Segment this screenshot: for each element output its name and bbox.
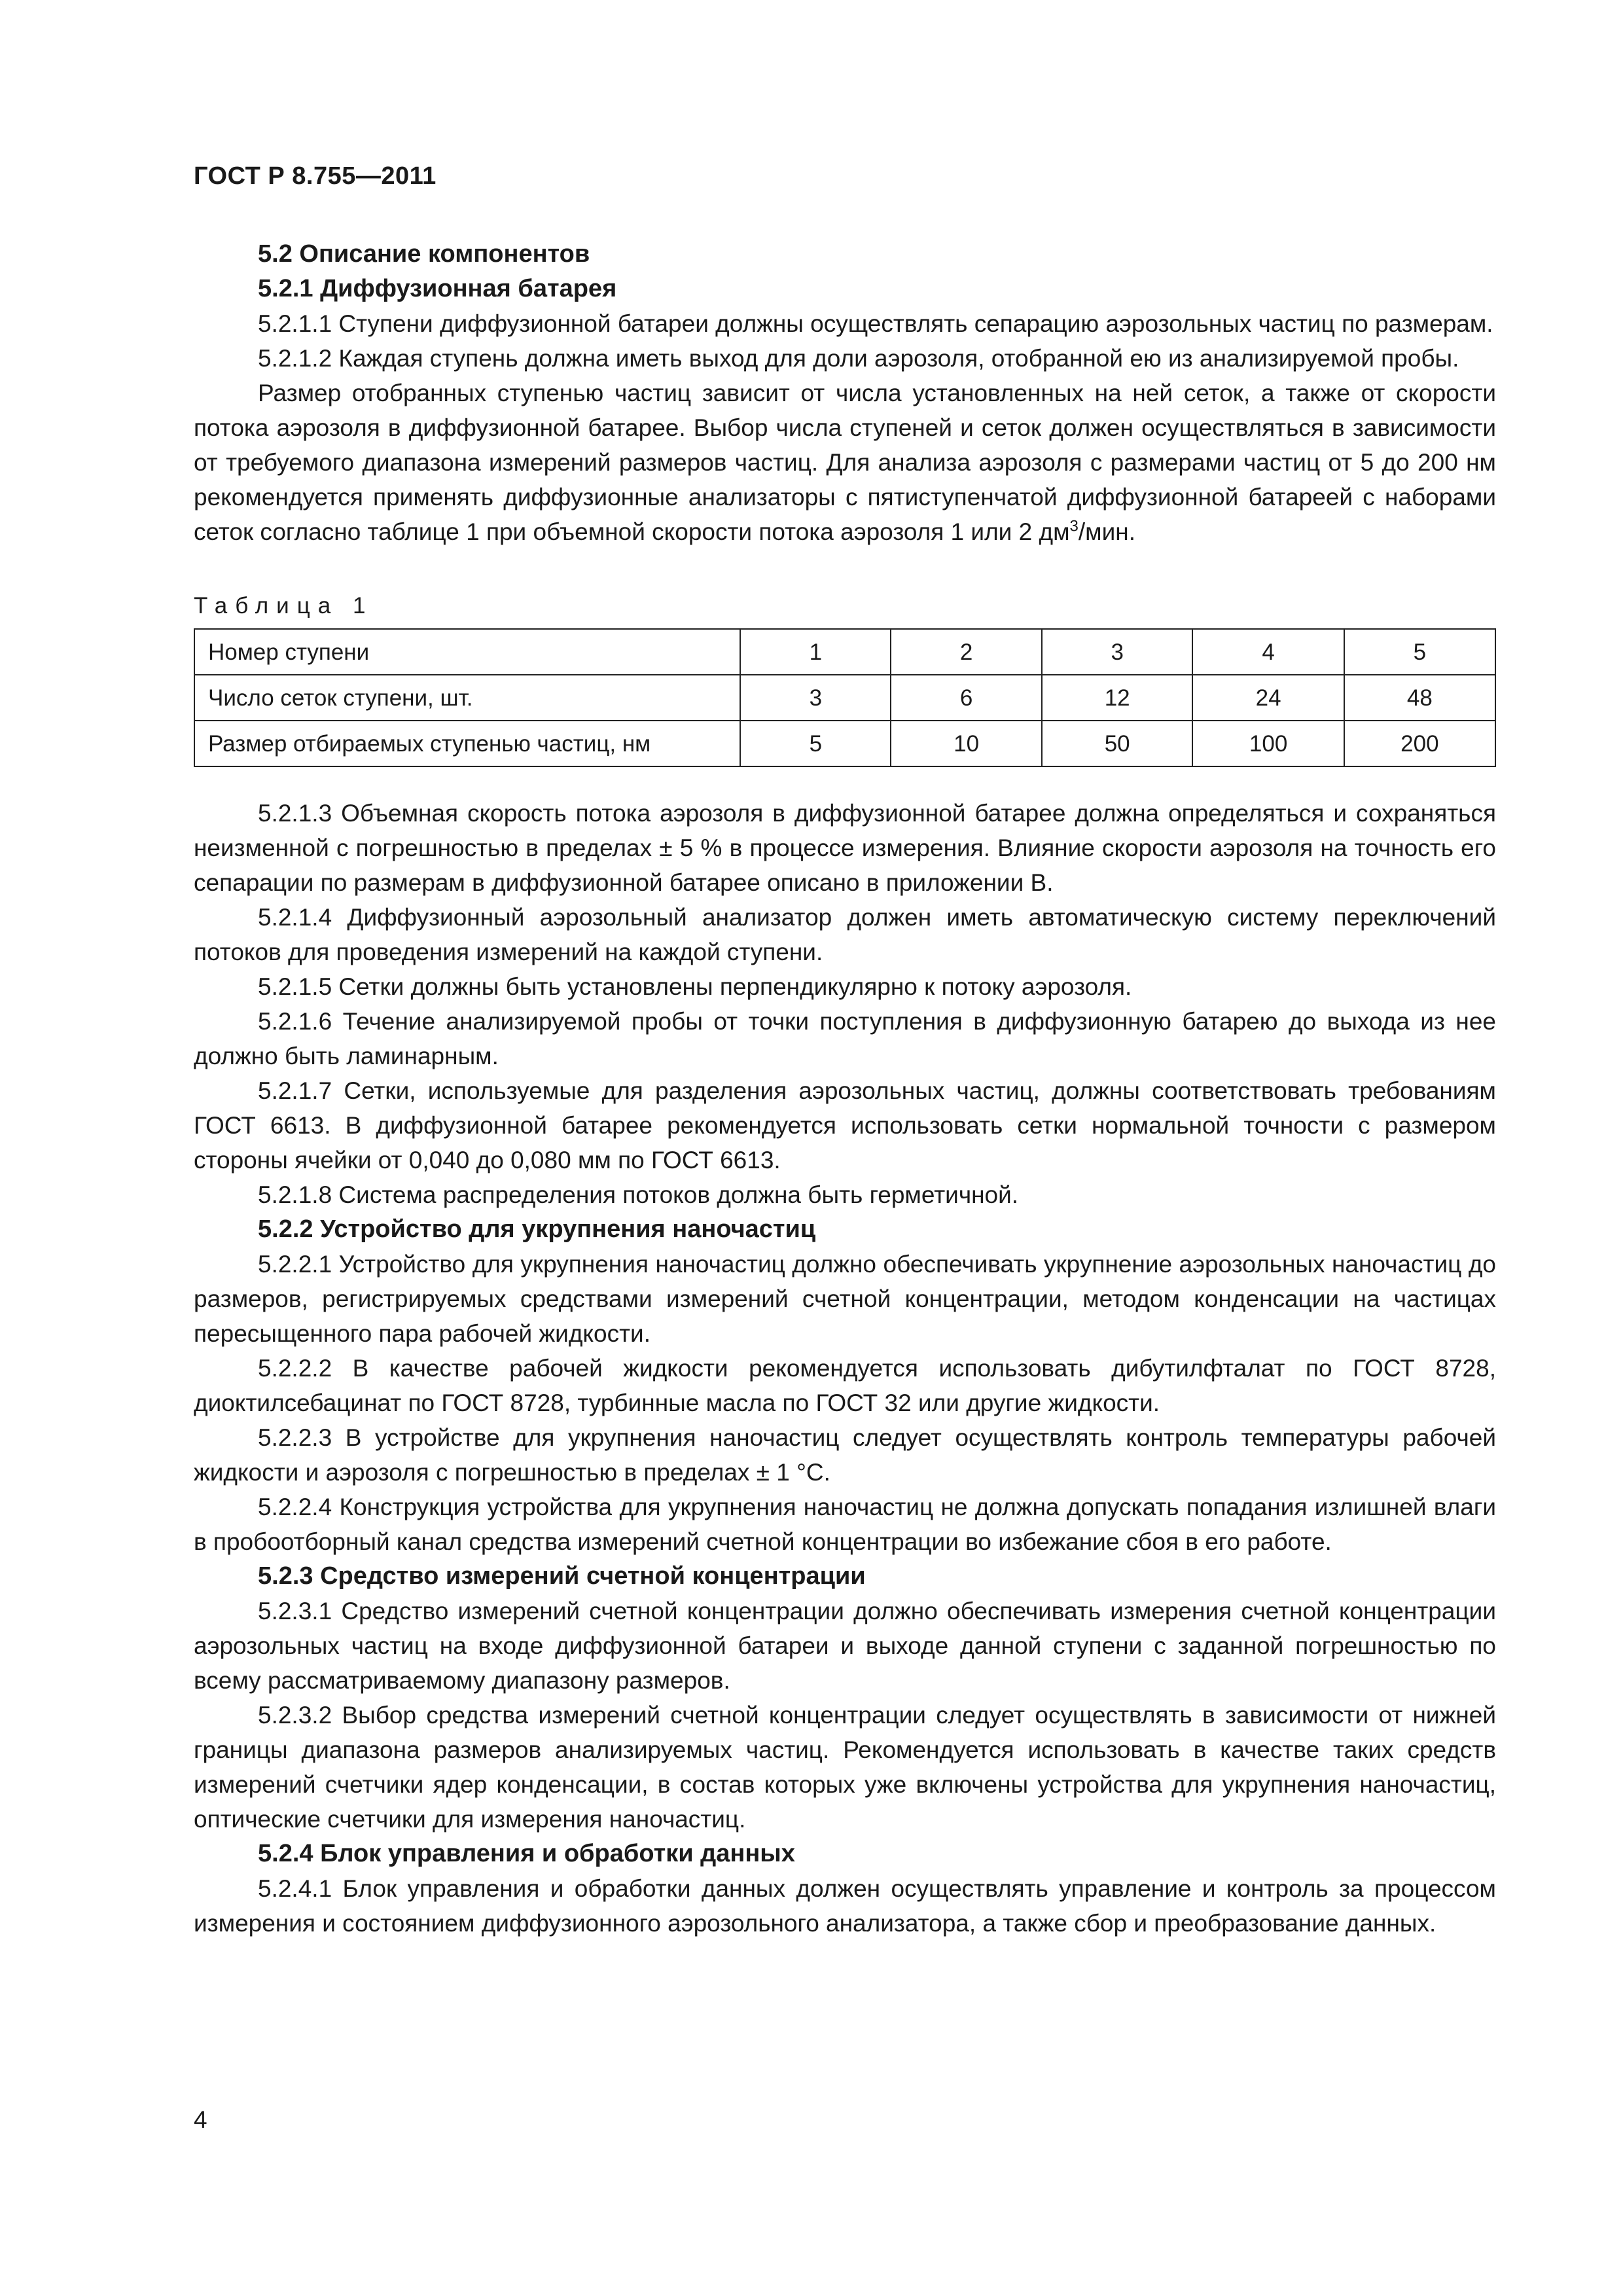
paragraph-5-2-1-7: 5.2.1.7 Сетки, используемые для разделения аэрозольных частиц, должны соответствовать требованиям ГОСТ 6613. В диффузионной батарее рекомендуется использовать сетки нормальной точности с размером стороны ячейки от 0,040 до 0,080 мм по ГОСТ 6613. — [194, 1077, 1496, 1174]
table-cell: 4 — [1192, 629, 1344, 675]
paragraph-5-2-1-3: 5.2.1.3 Объемная скорость потока аэрозоля в диффузионной батарее должна определяться и сохраняться неизменной с погрешностью в пределах ± 5 % в процессе измерения. Влияние скорости аэрозоля на точность его сепарации по размерам в диффузионной батарее описано в приложении В. — [194, 800, 1496, 896]
table-row — [194, 675, 1495, 721]
paragraph-5-2-2-2: 5.2.2.2 В качестве рабочей жидкости рекомендуется использовать дибутилфталат по ГОСТ 8728, диоктилсебацинат по ГОСТ 8728, турбинные масла по ГОСТ 32 или другие жидкости. — [194, 1355, 1496, 1416]
table-1 — [194, 628, 1496, 767]
paragraph-5-2-3-2: 5.2.3.2 Выбор средства измерений счетной концентрации следует осуществлять в зависимости от нижней границы диапазона размеров анализируемых частиц. Рекомендуется использовать в качестве таких средств измерений счетчики ядер конденсации, в состав которых уже включены устройства для укрупнения наночастиц, оптические счетчики для измерения наночастиц. — [194, 1702, 1496, 1833]
paragraph-5-2-1-5: 5.2.1.5 Сетки должны быть установлены перпендикулярно к потоку аэрозоля. — [258, 973, 1132, 1000]
paragraph-5-2-2-4: 5.2.2.4 Конструкция устройства для укрупнения наночастиц не должна допускать попадания излишней влаги в пробоотборный канал средства измерений счетной концентрации во избежание сбоя в его работе. — [194, 1494, 1496, 1555]
table-cell: 6 — [891, 675, 1042, 721]
table-cell: 5 — [1344, 629, 1495, 675]
table-cell: 3 — [1042, 629, 1193, 675]
table-cell: 100 — [1192, 721, 1344, 766]
table-row-label: Размер отбираемых ступенью частиц, нм — [194, 721, 740, 766]
superscript-three: 3 — [1069, 517, 1079, 535]
paragraph-particle-size-end: /мин. — [1078, 518, 1135, 545]
paragraph-5-2-1-1: 5.2.1.1 Ступени диффузионной батареи должны осуществлять сепарацию аэрозольных частиц по размерам. — [258, 310, 1493, 337]
table-cell: 5 — [740, 721, 891, 766]
section-heading-5-2: 5.2 Описание компонентов — [258, 240, 590, 268]
paragraph-5-2-2-1: 5.2.2.1 Устройство для укрупнения наночастиц должно обеспечивать укрупнение аэрозольных наночастиц до размеров, регистрируемых средствами измерений счетной концентрации, методом конденсации на частицах пересыщенного пара рабочей жидкости. — [194, 1251, 1496, 1347]
section-heading-5-2-1: 5.2.1 Диффузионная батарея — [258, 275, 617, 302]
document-header: ГОСТ Р 8.755—2011 — [194, 162, 437, 190]
table-cell: 24 — [1192, 675, 1344, 721]
paragraph-5-2-1-8: 5.2.1.8 Система распределения потоков должна быть герметичной. — [258, 1181, 1019, 1208]
table-cell: 1 — [740, 629, 891, 675]
table-row — [194, 721, 1495, 766]
paragraph-5-2-1-2: 5.2.1.2 Каждая ступень должна иметь выход для доли аэрозоля, отобранной ею из анализируемой пробы. — [258, 345, 1459, 372]
table-row-label: Число сеток ступени, шт. — [194, 675, 740, 721]
table-cell: 50 — [1042, 721, 1193, 766]
table-caption: Таблица 1 — [194, 593, 374, 619]
paragraph-5-2-1-6: 5.2.1.6 Течение анализируемой пробы от точки поступления в диффузионную батарею до выхода из нее должно быть ламинарным. — [194, 1008, 1496, 1069]
table-row — [194, 629, 1495, 675]
section-heading-5-2-3: 5.2.3 Средство измерений счетной концентрации — [258, 1562, 866, 1590]
paragraph-particle-size — [194, 376, 1496, 549]
page-number: 4 — [194, 2106, 207, 2133]
paragraph-5-2-3-1: 5.2.3.1 Средство измерений счетной концентрации должно обеспечивать измерения счетной концентрации аэрозольных частиц на входе диффузионной батареи и выходе данной ступени с заданной погрешностью по всему рассматриваемому диапазону размеров. — [194, 1598, 1496, 1694]
paragraph-5-2-2-3: 5.2.2.3 В устройстве для укрупнения наночастиц следует осуществлять контроль температуры рабочей жидкости и аэрозоля с погрешностью в пределах ± 1 °С. — [194, 1424, 1496, 1486]
table-cell: 2 — [891, 629, 1042, 675]
table-cell: 10 — [891, 721, 1042, 766]
section-heading-5-2-4: 5.2.4 Блок управления и обработки данных — [258, 1840, 795, 1867]
table-cell: 3 — [740, 675, 891, 721]
paragraph-5-2-1-4: 5.2.1.4 Диффузионный аэрозольный анализатор должен иметь автоматическую систему переключений потоков для проведения измерений на каждой ступени. — [194, 904, 1496, 965]
table-cell: 200 — [1344, 721, 1495, 766]
paragraph-particle-size-text: Размер отобранных ступенью частиц зависит от числа установленных на ней сеток, а также от скорости потока аэрозоля в диффузионной батарее. Выбор числа ступеней и сеток должен осуществляться в зависимости от требуемого диапазона измерений размеров частиц. Для анализа аэрозоля с размерами частиц от 5 до 200 нм рекомендуется применять диффузионные анализаторы с пятиступенчатой диффузионной батареей с наборами сеток согласно таблице 1 при объемной скорости потока аэрозоля 1 или 2 дм — [194, 380, 1496, 545]
table-cell: 48 — [1344, 675, 1495, 721]
paragraph-5-2-4-1: 5.2.4.1 Блок управления и обработки данных должен осуществлять управление и контроль за процессом измерения и состоянием диффузионного аэрозольного анализатора, а также сбор и преобразование данных. — [194, 1875, 1496, 1937]
table-row-label: Номер ступени — [194, 629, 740, 675]
section-heading-5-2-2: 5.2.2 Устройство для укрупнения наночастиц — [258, 1215, 816, 1243]
table-cell: 12 — [1042, 675, 1193, 721]
document-body — [194, 237, 1496, 1941]
